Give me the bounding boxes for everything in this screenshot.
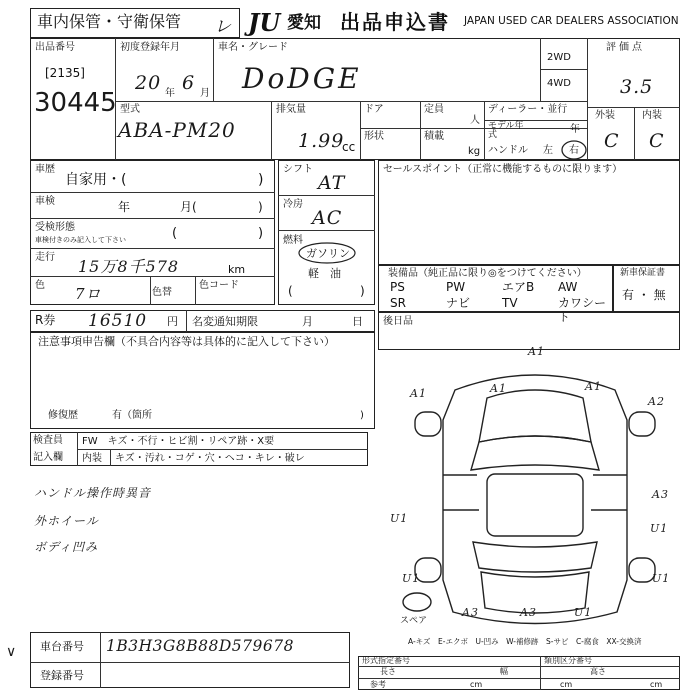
first-reg-label: 初度登録年月 (120, 42, 180, 53)
equipment-label: 装備品（純正品に限り◎をつけてください） (388, 268, 587, 279)
score-value: 3.5 (620, 76, 654, 98)
dealer-label: ディーラー・並行 (488, 104, 568, 115)
height-label: 高さ (590, 667, 606, 676)
length-label: 長さ (380, 667, 396, 676)
interior-label: 内装 (642, 110, 662, 121)
equipment-top-2: エアB (502, 280, 535, 294)
displacement-unit: cc (342, 140, 356, 154)
aircon-label: 冷房 (283, 199, 303, 210)
repair-value: 有（箇所 (112, 410, 152, 421)
followup-label: 後日品 (383, 316, 413, 327)
month-unit: 月 (200, 88, 210, 99)
equipment-bottom-0: SR (390, 296, 406, 310)
first-reg-month: 6 (182, 72, 196, 94)
fuel-gas-circle (297, 240, 357, 264)
shape-label: 形状 (364, 131, 384, 142)
ju-logo (248, 10, 284, 36)
history-value: 自家用・( (65, 172, 127, 188)
marker-a3-bottom: A3 (520, 606, 537, 619)
storage-label: 車内保管・守衛保管 (37, 12, 182, 31)
model-year-unit: 年 (570, 124, 580, 135)
inspection-month: 月( (180, 200, 197, 214)
exterior-label: 外装 (595, 110, 615, 121)
car-hood (479, 390, 591, 442)
association-name: JAPAN USED CAR DEALERS ASSOCIATION (464, 15, 679, 27)
deadline-month: 月 (302, 315, 313, 328)
chassis-value: 1B3H3G8B88D579678 (106, 637, 294, 655)
handle-label: ハンドル (488, 145, 528, 156)
sales-point-box (378, 160, 680, 265)
exterior-grade: C (604, 130, 620, 152)
handle-right-circle (560, 138, 588, 160)
drive-2wd: 2WD (547, 52, 571, 63)
checker-interior-label: 内装 (82, 453, 102, 464)
make-value: DoDGE (242, 62, 362, 95)
notes-label: 注意事項申告欄（不具合内容等は具体的に記入して下さい） (38, 335, 335, 348)
equipment-bottom-3: カワシート (558, 296, 607, 324)
model-label: 型式 (120, 104, 140, 115)
cm-unit-1: cm (470, 680, 483, 689)
aircon-value: AC (312, 207, 343, 229)
receive-open: ( (172, 226, 178, 241)
entry-label: 記入欄 (33, 452, 63, 463)
first-reg-year: 20 (135, 72, 162, 94)
marker-a2-right: A2 (648, 395, 665, 408)
displacement-value: 1.99 (298, 130, 345, 152)
drive-4wd: 4WD (547, 78, 571, 89)
handle-right: 右 (569, 145, 579, 156)
model-year-label: モデル年式 (488, 121, 524, 140)
repair-close: ) (360, 410, 364, 421)
cm-unit-3: cm (650, 680, 663, 689)
equipment-top-row (384, 280, 610, 294)
interior-grade: C (649, 130, 665, 152)
storage-mark: レ (214, 17, 232, 37)
model-code: ABA-PM20 (118, 118, 236, 142)
receive-label: 受検形態 (35, 222, 75, 233)
score-label: 評価点 (606, 42, 645, 53)
car-outline (443, 375, 627, 624)
fuel-open: ( (288, 284, 293, 298)
load-unit: kg (468, 146, 481, 157)
equipment-top-1: PW (446, 280, 466, 294)
car-windshield (471, 436, 599, 470)
color-change-label: 色替 (152, 287, 172, 298)
damage-legend: A-キズ E-エクボ U-凹み W-補修跡 S-サビ C-腐食 XX-交換済 (408, 637, 642, 646)
checkmark-left: ∨ (6, 644, 18, 660)
lot-label: 出品番号 (35, 42, 75, 53)
marker-a3-right: A3 (652, 488, 669, 501)
receive-close: ) (258, 226, 264, 241)
recycle-label: R券 (35, 313, 56, 327)
front-left-wheel (415, 412, 441, 436)
equipment-bottom-1: ナビ (446, 296, 471, 310)
deadline-day: 日 (352, 315, 363, 328)
marker-u1-rear-right: U1 (652, 572, 671, 585)
width-label: 幅 (500, 667, 508, 676)
inspection-label: 車検 (35, 196, 55, 207)
history-close: ) (258, 172, 264, 188)
lot-number: 30445 (34, 88, 117, 118)
reg-label: 登録番号 (40, 669, 84, 682)
chassis-label: 車台番号 (40, 640, 84, 653)
repair-label: 修復歴 (48, 410, 78, 421)
marker-a1-top: A1 (528, 345, 545, 358)
ju-logo-text: JU (248, 8, 281, 37)
inspection-close: ) (258, 200, 263, 214)
year-unit: 年 (165, 88, 175, 99)
shift-label: シフト (283, 164, 313, 175)
form-title: 出品申込書 (340, 10, 450, 34)
class-label: 類別区分番号 (544, 656, 592, 665)
marker-a3-rear: A3 (462, 606, 479, 619)
fuel-label: 燃料 (283, 235, 303, 246)
lot-small: [2135] (45, 66, 85, 80)
inspection-year: 年 (118, 200, 131, 214)
fuel-gas: ガソリン (306, 247, 350, 260)
warranty-label: 新車保証書 (620, 268, 666, 278)
history-label: 車歴 (35, 164, 55, 175)
car-damage-diagram (395, 350, 675, 640)
remark-1: ハンドル操作時異音 (34, 486, 152, 500)
sales-point-label: セールスポイント（正常に機能するものに限ります） (383, 164, 623, 175)
receive-sub: 車検付きのみ記入して下さい (35, 236, 126, 244)
recycle-value: 16510 (88, 311, 148, 331)
warranty-options: 有 ・ 無 (622, 288, 666, 302)
car-rear-glass (473, 542, 597, 572)
car-roof (487, 474, 583, 536)
mileage-unit: km (228, 263, 246, 276)
recycle-unit: 円 (167, 315, 178, 328)
handle-left: 左 (543, 145, 553, 156)
displacement-label: 排気量 (276, 104, 306, 115)
color-label: 色 (35, 280, 45, 291)
inspector-label: 検査員 (33, 435, 63, 446)
make-label: 車名・グレード (218, 42, 288, 53)
fuel-close: ) (360, 284, 365, 298)
equipment-top-3: AW (558, 280, 578, 294)
marker-u1-bottom: U1 (574, 606, 593, 619)
deadline-label: 名変通知期限 (192, 315, 258, 328)
equipment-bottom-2: TV (502, 296, 518, 310)
doors-label: ドア (364, 104, 384, 115)
checker-line2: キズ・汚れ・コゲ・穴・ヘコ・キレ・破レ (115, 453, 305, 464)
type-spec-label: 形式指定番号 (362, 656, 410, 665)
color-value: 7ロ (75, 285, 102, 303)
marker-u1-rear-left: U1 (402, 572, 421, 585)
marker-a1-right: A1 (585, 380, 602, 393)
checker-line1: FW キズ・不行・ヒビ割・リペア跡・X要 (82, 436, 275, 447)
cm-unit-2: cm (560, 680, 573, 689)
remark-3: ボディ凹み (34, 540, 99, 554)
capacity-unit: 人 (470, 115, 480, 126)
shift-value: AT (318, 172, 346, 194)
marker-a1-mid: A1 (490, 382, 507, 395)
logo-region: 愛知 (287, 13, 321, 33)
load-label: 積載 (424, 131, 444, 142)
color-code-label: 色コード (199, 280, 239, 291)
front-right-wheel (629, 412, 655, 436)
spare-tire (403, 593, 431, 611)
mileage-label: 走行 (35, 252, 55, 263)
mileage-value: 15万8千578 (78, 257, 180, 276)
marker-a1-left: A1 (410, 387, 427, 400)
marker-u1-left: U1 (390, 512, 409, 525)
spare-label: スペア (400, 616, 428, 626)
capacity-label: 定員 (424, 104, 444, 115)
fuel-diesel: 軽 油 (308, 267, 341, 280)
marker-u1-right: U1 (650, 522, 669, 535)
remark-2: 外ホイール (34, 514, 99, 528)
ref-label: 参考 (370, 680, 386, 689)
equipment-top-0: PS (390, 280, 405, 294)
